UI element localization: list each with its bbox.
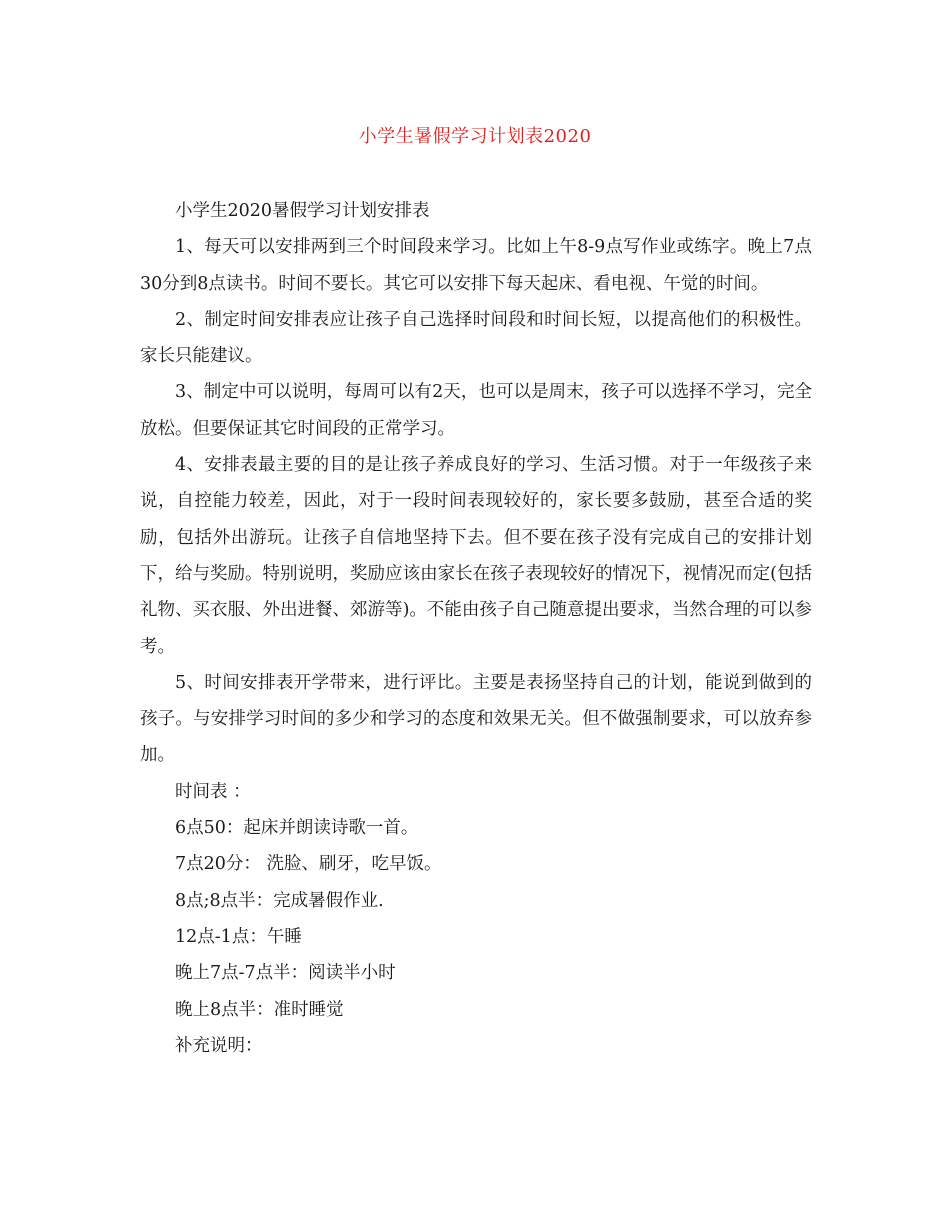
subtitle-paragraph: 小学生2020暑假学习计划安排表 — [175, 201, 430, 221]
paragraph-item-1: 1、每天可以安排两到三个时间段来学习。比如上午8-9点写作业或练字。晚上7点30分到8点读书。时间不要长。其它可以安排下每天起床、看电视、午觉的时间。 — [140, 237, 812, 294]
supplement-heading: 补充说明： — [175, 1035, 263, 1056]
paragraph-item-5: 5、时间安排表开学带来，进行评比。主要是表扬坚持自己的计划，能说到做到的孩子。与安排学习时间的多少和学习的态度和效果无关。但不做强制要求，可以放弃参加。 — [140, 672, 812, 766]
schedule-line: 12点-1点：午睡 — [175, 926, 302, 947]
paragraph-item-2: 2、制定时间安排表应让孩子自己选择时间段和时间长短，以提高他们的积极性。家长只能建议。 — [140, 309, 812, 367]
paragraph-item-4: 4、安排表最主要的目的是让孩子养成良好的学习、生活习惯。对于一年级孩子来说，自控能力较差，因此，对于一段时间表现较好的，家长要多鼓励，甚至合适的奖励，包括外出游玩。让孩子自信地坚持下去。但不要在孩子没有完成自己的安排计划下，给与奖励。特别说明，奖励应该由家长在孩子表现较好的情况下，视情况而定(包括礼物、买衣服、外出进餐、郊游等)。不能由孩子自己随意提出要求，当然合理的可以参考。 — [140, 455, 812, 657]
schedule-line: 晚上8点半：准时睡觉 — [175, 999, 344, 1020]
document-body — [140, 193, 812, 1064]
schedule-line: 7点20分： 洗脸、刷牙，吃早饭。 — [175, 854, 442, 875]
document-title: 小学生暑假学习计划表2020 — [358, 126, 592, 147]
schedule-line: 6点50：起床并朗读诗歌一首。 — [175, 818, 419, 839]
schedule-line: 8点;8点半：完成暑假作业. — [175, 890, 384, 911]
paragraph-item-3: 3、制定中可以说明，每周可以有2天，也可以是周末，孩子可以选择不学习，完全放松。但要保证其它时间段的正常学习。 — [140, 382, 812, 439]
schedule-line: 晚上7点-7点半：阅读半小时 — [175, 963, 396, 984]
schedule-heading: 时间表 ： — [175, 781, 251, 802]
